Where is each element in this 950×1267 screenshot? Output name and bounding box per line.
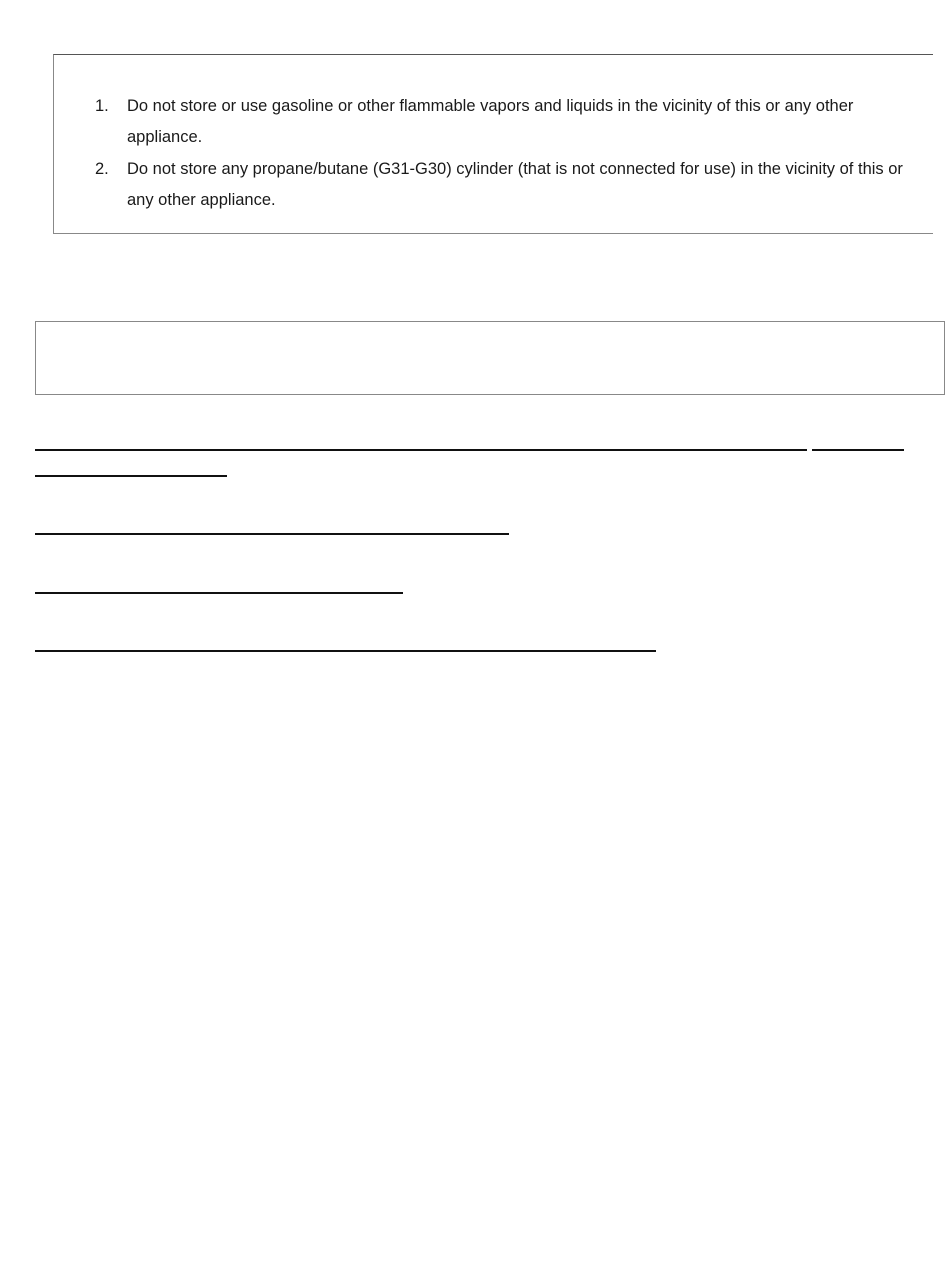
underline-rule <box>35 592 403 594</box>
underline-rule <box>35 475 227 477</box>
underline-rule <box>812 449 904 451</box>
item-text: Do not store or use gasoline or other flammable vapors and liquids in the vicinity of this or any other appliance. <box>127 97 854 146</box>
warning-list <box>95 91 915 217</box>
item-number: 2. <box>95 160 109 178</box>
item-number: 1. <box>95 97 109 115</box>
warning-item-2 <box>95 154 915 216</box>
empty-notice-box <box>35 321 945 395</box>
underline-rule <box>35 449 807 451</box>
underline-rule <box>35 650 656 652</box>
warning-box <box>53 54 933 234</box>
item-text: Do not store any propane/butane (G31-G30) cylinder (that is not connected for use) in the vicinity of this or any other appliance. <box>127 160 903 209</box>
underline-rule <box>35 533 509 535</box>
warning-item-1 <box>95 91 915 153</box>
